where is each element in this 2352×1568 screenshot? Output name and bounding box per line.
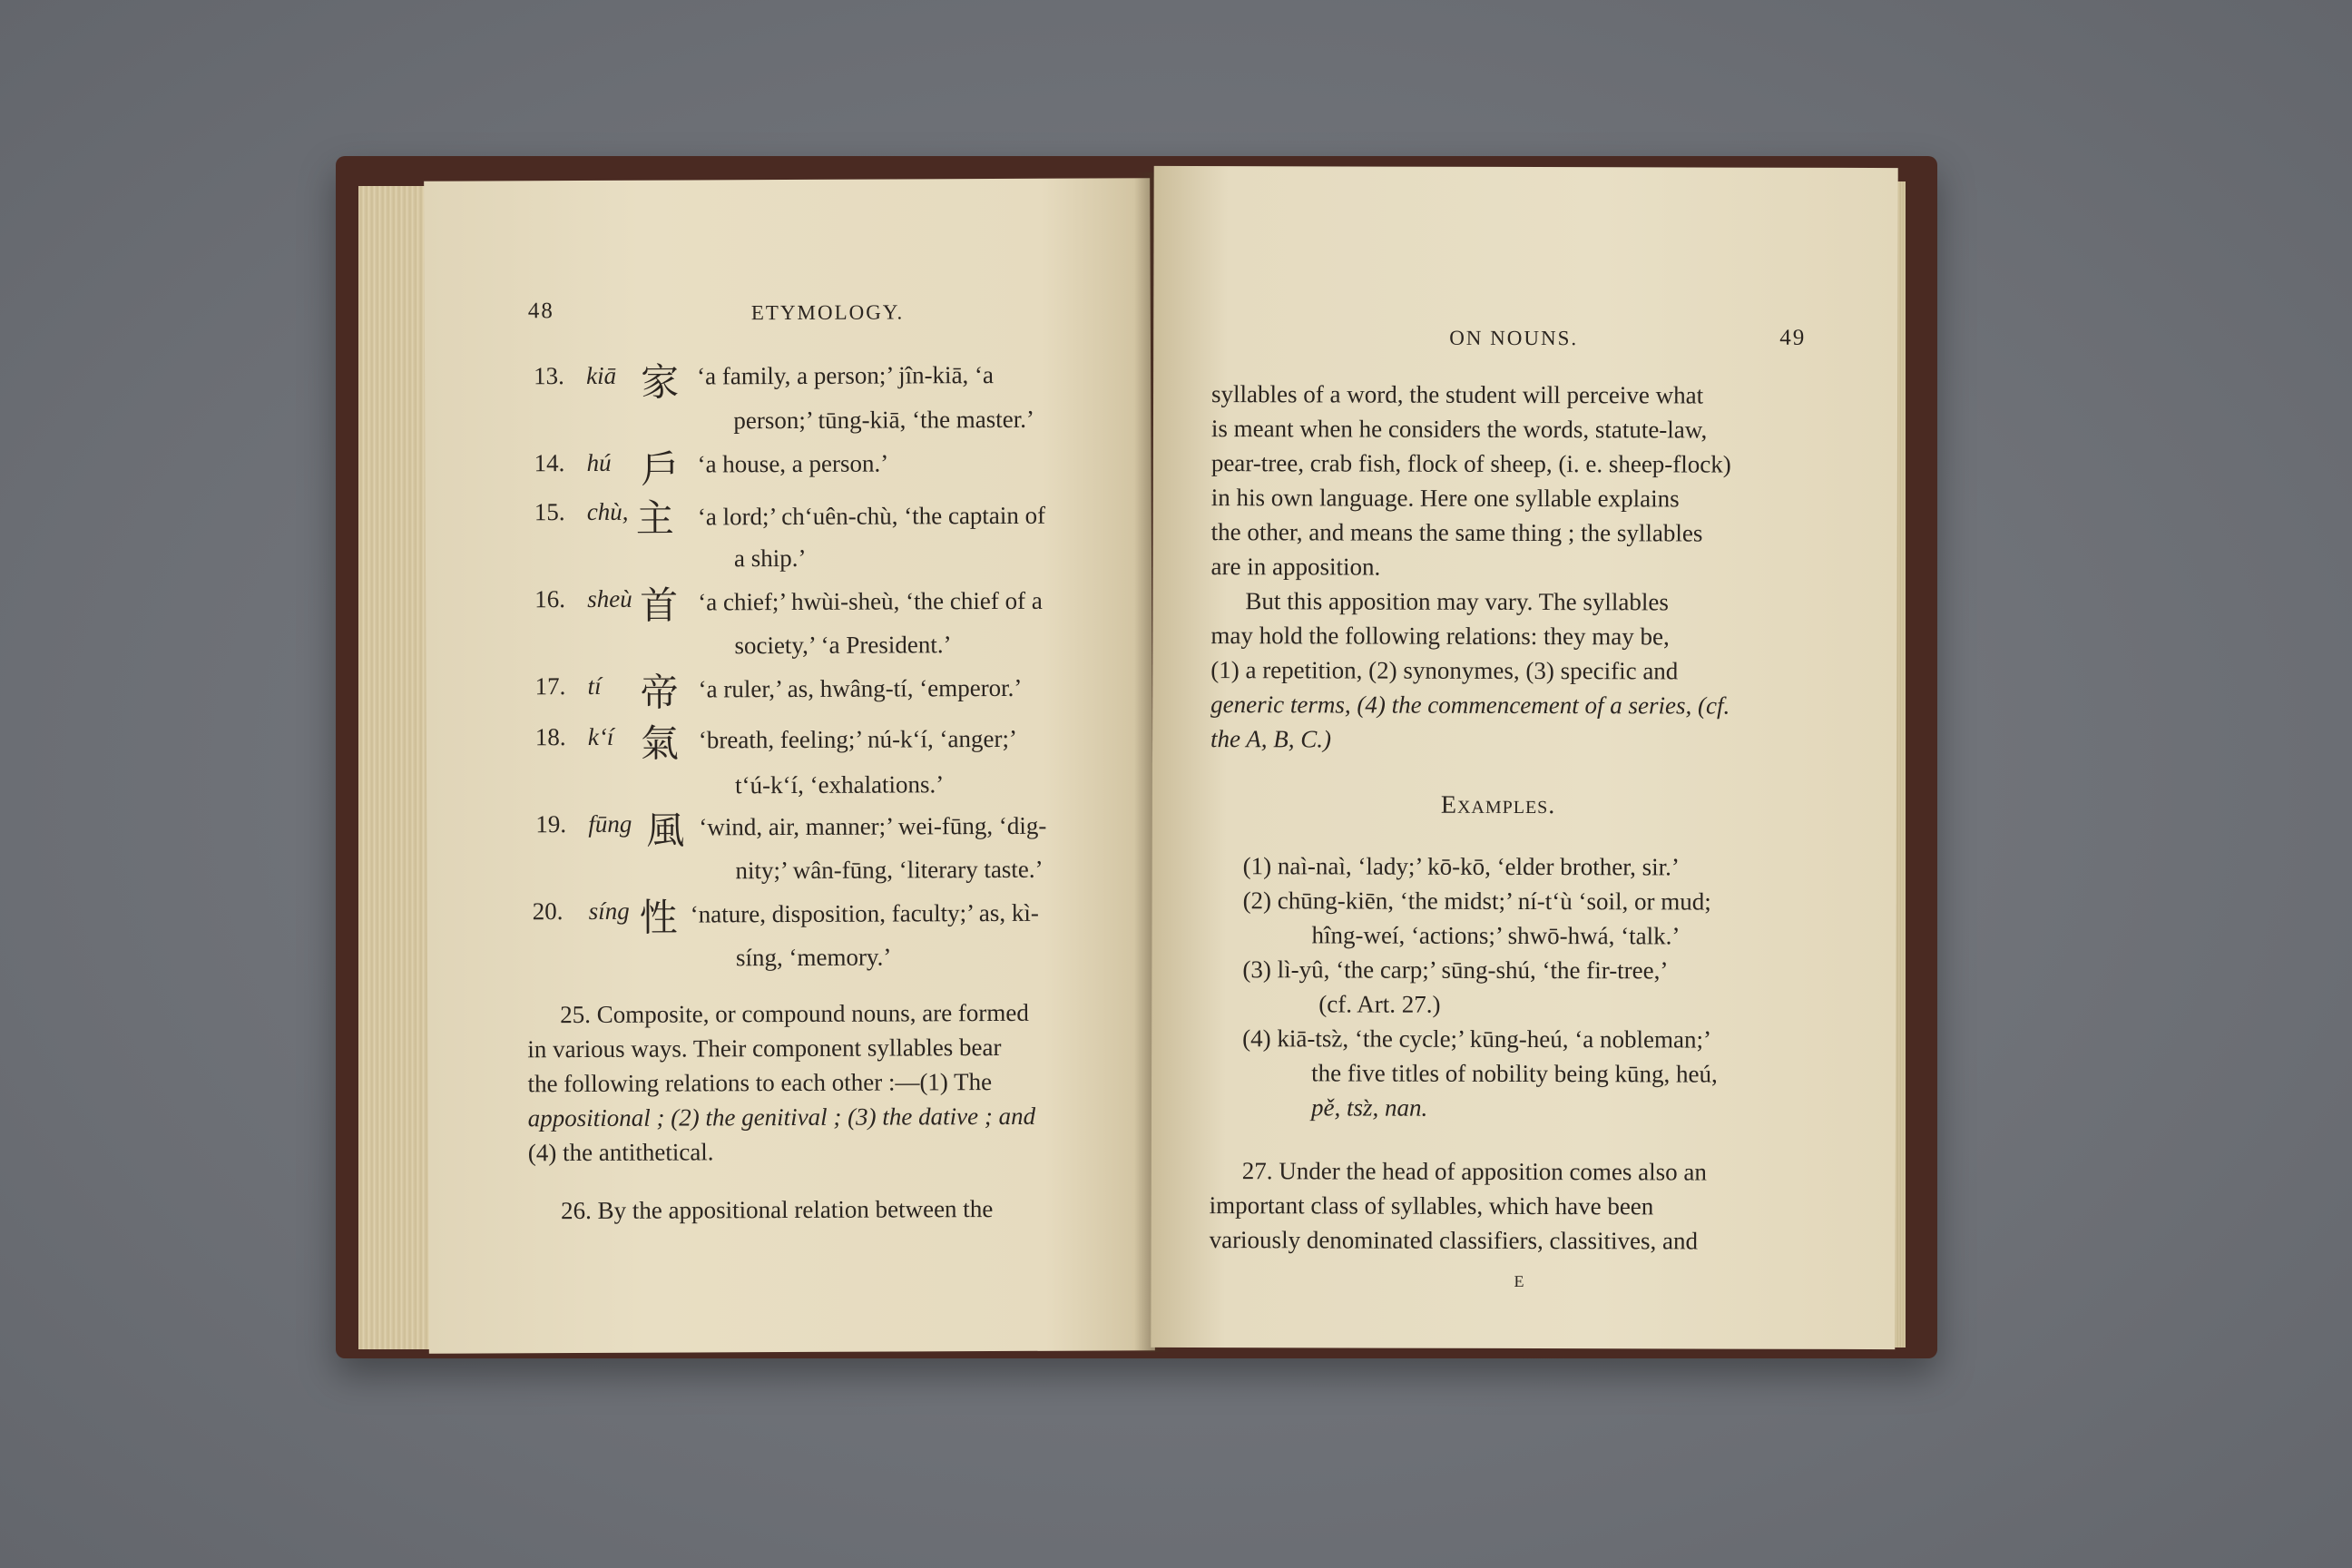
example-line: pě, tsz̀, nan. xyxy=(1310,1093,1428,1122)
entry-romanization: chù, xyxy=(586,497,629,525)
example-line: the five titles of nobility being kūng, heú, xyxy=(1311,1059,1718,1088)
example-line: (4) kiā-tsz̀, ‘the cycle;’ kūng-heú, ‘a nobleman;’ xyxy=(1242,1024,1712,1054)
entry-character: 家 xyxy=(641,359,680,405)
entry-line: nity;’ wân-fūng, ‘literary taste.’ xyxy=(735,855,1044,885)
entry-line: ‘a family, a person;’ jîn-kiā, ‘a xyxy=(697,361,995,390)
entry-line: síng, ‘memory.’ xyxy=(735,943,892,972)
body-line: syllables of a word, the student will perceive what xyxy=(1211,380,1704,409)
paragraph-27-line: 27. Under the head of apposition comes also an xyxy=(1241,1157,1707,1186)
entry-number: 18. xyxy=(534,723,566,751)
entry-line: ‘a house, a person.’ xyxy=(697,449,889,478)
body-line: pear-tree, crab fish, flock of sheep, (i. e. sheep-flock) xyxy=(1210,449,1731,478)
entry-romanization: tí xyxy=(587,671,602,700)
body-line: But this apposition may vary. The syllables xyxy=(1245,587,1669,616)
entry-number: 13. xyxy=(534,362,564,390)
body-line: may hold the following relations: they may be, xyxy=(1210,622,1670,651)
example-line: (1) naì-naì, ‘lady;’ kō-kō, ‘elder brother, sir.’ xyxy=(1242,852,1680,881)
entry-line: ‘breath, feeling;’ nú-k‘í, ‘anger;’ xyxy=(698,724,1018,754)
body-line: the other, and means the same thing ; the syllables xyxy=(1210,518,1703,547)
entry-romanization: sheù xyxy=(587,584,632,612)
page-edges-left xyxy=(358,186,431,1349)
entry-line: person;’ tūng-kiā, ‘the master.’ xyxy=(733,405,1035,435)
entry-line: a ship.’ xyxy=(733,544,807,573)
entry-character: 帝 xyxy=(640,670,679,715)
entry-romanization: kiā xyxy=(586,361,617,389)
entry-line: society,’ ‘a President.’ xyxy=(734,631,952,660)
entry-character: 主 xyxy=(635,495,674,541)
entry-line: ‘a ruler,’ as, hwâng-tí, ‘emperor.’ xyxy=(698,673,1023,703)
example-line: (cf. Art. 27.) xyxy=(1318,990,1441,1018)
page-number: 48 xyxy=(527,299,554,324)
entry-character: 首 xyxy=(640,583,679,628)
entry-romanization: hú xyxy=(586,448,612,476)
entry-number: 14. xyxy=(534,449,565,477)
body-line: in his own language. Here one syllable explains xyxy=(1210,484,1680,513)
entry-romanization: fūng xyxy=(588,809,632,838)
running-head: ON NOUNS. xyxy=(1449,326,1579,350)
paragraph-27-line: variously denominated classifiers, classitives, and xyxy=(1209,1226,1699,1255)
body-line: (1) a repetition, (2) synonymes, (3) specific and xyxy=(1210,656,1679,685)
paragraph-25-line: 25. Composite, or compound nouns, are formed xyxy=(560,998,1029,1029)
example-line: hîng-weí, ‘actions;’ shwō-hwá, ‘talk.’ xyxy=(1311,921,1681,950)
paragraph-26: 26. By the appositional relation between the xyxy=(561,1195,994,1225)
entry-character: 風 xyxy=(646,808,685,853)
paragraph-25-line: the following relations to each other :—(1) The xyxy=(527,1068,993,1098)
right-page xyxy=(1151,166,1897,1349)
entry-line: ‘nature, disposition, faculty;’ as, kì- xyxy=(690,898,1039,928)
entry-character: 氣 xyxy=(640,720,680,766)
entry-line: ‘wind, air, manner;’ wei-fūng, ‘dig- xyxy=(699,811,1047,841)
paragraph-27-line: important class of syllables, which have been xyxy=(1209,1191,1654,1220)
signature-mark: E xyxy=(1514,1271,1524,1291)
paragraph-25-line: appositional ; (2) the genitival ; (3) the dative ; and xyxy=(527,1102,1036,1132)
body-line: is meant when he considers the words, statute-law, xyxy=(1210,415,1708,444)
body-line: generic terms, (4) the commencement of a series, (cf. xyxy=(1210,691,1730,720)
entry-line: ‘a lord;’ ch‘uên-chù, ‘the captain of xyxy=(697,501,1046,531)
entry-character: 戶 xyxy=(641,446,680,492)
entry-number: 15. xyxy=(534,498,565,526)
entry-number: 17. xyxy=(534,672,566,701)
body-line: are in apposition. xyxy=(1210,553,1381,581)
entry-character: 性 xyxy=(639,895,678,940)
entry-number: 19. xyxy=(535,810,567,838)
example-line: (3) lì-yû, ‘the carp;’ sūng-shú, ‘the fir-tree,’ xyxy=(1242,956,1669,985)
example-line: (2) chūng-kiēn, ‘the midst;’ ní-t‘ù ‘soil, or mud; xyxy=(1242,887,1711,916)
entry-number: 16. xyxy=(534,585,566,613)
left-page xyxy=(424,178,1155,1353)
entry-number: 20. xyxy=(532,897,564,926)
paragraph-25-line: (4) the antithetical. xyxy=(527,1138,714,1167)
entry-line: t‘ú-k‘í, ‘exhalations.’ xyxy=(735,770,945,799)
entry-romanization: k‘í xyxy=(587,722,614,750)
examples-heading: Examples. xyxy=(1440,790,1556,820)
entry-line: ‘a chief;’ hwùi-sheù, ‘the chief of a xyxy=(698,586,1043,616)
entry-romanization: síng xyxy=(588,897,630,925)
page-number: 49 xyxy=(1779,325,1807,350)
running-head: ETYMOLOGY. xyxy=(750,300,905,325)
body-line: the A, B, C.) xyxy=(1210,725,1332,753)
paragraph-25-line: in various ways. Their component syllables bear xyxy=(527,1033,1002,1063)
